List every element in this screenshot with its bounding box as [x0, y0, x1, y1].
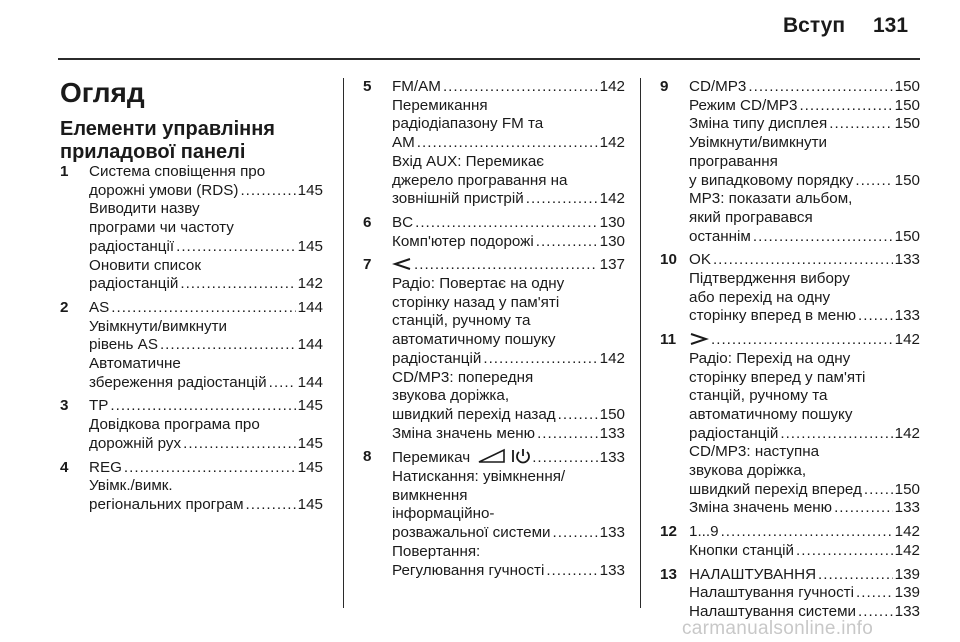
page-number: 131	[873, 14, 909, 37]
description-text: Оновити список	[89, 256, 202, 274]
page-reference[interactable]: 145	[297, 181, 323, 199]
page-reference[interactable]: 130	[599, 232, 625, 250]
control-description	[689, 251, 920, 326]
column-3	[660, 78, 920, 622]
page-reference[interactable]: 133	[894, 307, 920, 325]
subsection-title: Елементи управління приладової панелі	[60, 118, 275, 163]
description-text: регіональних програм	[89, 495, 244, 513]
description-line	[689, 584, 920, 603]
dot-leader	[110, 397, 295, 416]
dot-leader	[414, 256, 598, 275]
control-item	[60, 397, 323, 453]
page-reference[interactable]: 150	[894, 171, 920, 189]
description-line	[689, 307, 920, 326]
description-text: FM/AM	[392, 78, 441, 95]
description-line	[89, 200, 323, 219]
description-text: програми чи частоту	[89, 219, 234, 237]
control-description	[689, 78, 920, 246]
description-line	[392, 115, 625, 134]
control-number: 5	[363, 78, 372, 95]
description-line	[392, 369, 625, 388]
dot-leader	[546, 562, 597, 581]
description-line	[89, 219, 323, 238]
page-reference[interactable]: 150	[894, 78, 920, 95]
dot-leader	[711, 331, 893, 350]
description-text: Автоматичне	[89, 355, 181, 373]
dot-leader	[483, 350, 597, 369]
description-text: Кнопки станцій	[689, 541, 795, 559]
description-line	[392, 312, 625, 331]
control-item	[660, 331, 920, 518]
description-line	[689, 134, 920, 153]
page-reference[interactable]: 145	[297, 434, 323, 452]
description-line	[689, 270, 920, 289]
page-reference[interactable]: 142	[894, 541, 920, 559]
dot-leader	[855, 172, 892, 191]
description-text: радіостанцій	[392, 349, 482, 367]
description-text: Вхід AUX: Перемикає	[392, 152, 545, 170]
description-text: CD/MP3: наступна	[689, 443, 820, 461]
description-line	[392, 406, 625, 425]
dot-leader	[532, 449, 597, 468]
control-description	[689, 566, 920, 622]
control-number: 4	[60, 458, 69, 476]
description-line	[689, 369, 920, 388]
control-description	[392, 256, 625, 443]
description-line	[689, 209, 920, 228]
description-line	[392, 543, 625, 562]
dot-leader	[796, 542, 893, 561]
page-reference[interactable]: 142	[599, 78, 625, 95]
description-text: CD/MP3	[689, 78, 747, 95]
dot-leader	[176, 238, 296, 257]
description-line	[392, 256, 625, 275]
description-line	[392, 233, 625, 252]
control-number: 10	[660, 251, 677, 269]
page-reference[interactable]: 133	[894, 499, 920, 517]
description-text: Налаштування системи	[689, 602, 857, 620]
description-text: звукова доріжка,	[689, 462, 807, 480]
page-reference[interactable]: 142	[599, 190, 625, 208]
dot-leader	[553, 524, 598, 543]
description-text: Зміна типу дисплея	[689, 115, 828, 133]
description-text: станцій, ручному та	[689, 387, 828, 405]
description-text: Увімк./вимк.	[89, 477, 173, 495]
description-line	[392, 387, 625, 406]
column-divider	[343, 78, 344, 608]
header-rule	[58, 58, 920, 60]
control-number: 13	[660, 565, 677, 583]
description-text: автоматичному пошуку	[689, 405, 853, 423]
page-reference[interactable]: 133	[599, 424, 625, 442]
dot-leader	[834, 499, 893, 518]
description-text: Радіо: Перехід на одну	[689, 349, 851, 367]
description-text: Режим CD/MP3	[689, 96, 798, 114]
description-line	[689, 331, 920, 350]
header-title: Вступ	[783, 14, 846, 37]
description-text: останнім	[689, 227, 751, 245]
description-text: AS	[89, 298, 110, 316]
dot-leader	[536, 233, 598, 252]
description-line	[689, 481, 920, 500]
description-text: AM	[392, 134, 415, 152]
control-number: 8	[363, 448, 372, 466]
description-line	[689, 542, 920, 561]
control-description	[89, 163, 323, 294]
description-text: швидкий перехід вперед	[689, 480, 862, 498]
dot-leader	[856, 584, 893, 603]
description-line	[689, 387, 920, 406]
control-number: 2	[60, 298, 69, 316]
description-text: автоматичному пошуку	[392, 331, 556, 349]
page-reference[interactable]: 133	[894, 602, 920, 620]
description-text: Увімкнути/вимкнути	[689, 134, 828, 152]
control-number: 1	[60, 163, 69, 180]
description-text: радіостанцій	[89, 275, 179, 293]
description-line	[392, 214, 625, 233]
description-line	[689, 566, 920, 585]
description-line	[392, 294, 625, 313]
control-item	[60, 299, 323, 393]
dot-leader	[415, 214, 598, 233]
description-line	[689, 425, 920, 444]
description-line	[89, 374, 323, 393]
description-text: REG	[89, 458, 122, 476]
description-line	[689, 443, 920, 462]
dot-leader	[818, 566, 893, 585]
page-reference[interactable]: 150	[894, 227, 920, 245]
description-line	[392, 505, 625, 524]
page-reference[interactable]: 142	[894, 331, 920, 349]
description-line	[392, 78, 625, 97]
control-description	[89, 459, 323, 515]
description-text: або перехід на одну	[689, 288, 831, 306]
volume-power-icon	[476, 448, 530, 468]
description-line	[689, 115, 920, 134]
description-line	[392, 562, 625, 581]
page-reference[interactable]: 150	[894, 96, 920, 114]
column-1	[60, 163, 323, 515]
description-text: Перемикач	[392, 449, 471, 467]
description-line	[689, 406, 920, 425]
description-line	[89, 238, 323, 257]
page-reference[interactable]: 142	[894, 424, 920, 442]
dot-leader	[780, 425, 892, 444]
description-line	[89, 496, 323, 515]
dot-leader	[180, 275, 295, 294]
description-text: джерело програвання на	[392, 171, 568, 189]
dot-leader	[864, 481, 893, 500]
description-text: станцій, ручному та	[392, 312, 531, 330]
control-item	[363, 78, 625, 209]
page-reference[interactable]: 145	[297, 458, 323, 476]
description-text: інформаційно-	[392, 505, 495, 523]
description-text: розважальної системи	[392, 524, 551, 542]
dot-leader	[240, 182, 295, 201]
dot-leader	[526, 190, 598, 209]
description-line	[392, 350, 625, 369]
dot-leader	[160, 336, 296, 355]
control-number: 7	[363, 256, 372, 274]
dot-leader	[858, 307, 893, 326]
control-item	[363, 214, 625, 251]
control-item	[660, 78, 920, 246]
description-text: зовнішній пристрій	[392, 190, 524, 208]
control-description	[689, 331, 920, 518]
description-text: дорожній рух	[89, 434, 182, 452]
description-line	[689, 289, 920, 308]
description-text: сторінку вперед в меню	[689, 307, 856, 325]
description-text: Повертання:	[392, 542, 481, 560]
description-text: сторінку вперед у пам'яті	[689, 368, 866, 386]
page-reference[interactable]: 145	[297, 397, 323, 415]
column-2	[363, 78, 625, 580]
description-text: Радіо: Повертає на одну	[392, 275, 565, 293]
description-text: CD/MP3: попередня	[392, 368, 534, 386]
description-text: OK	[689, 251, 711, 269]
description-text: радіодіапазону FM та	[392, 115, 544, 133]
description-text: Регулювання гучності	[392, 561, 545, 579]
dot-leader	[558, 406, 598, 425]
control-item	[60, 459, 323, 515]
description-text: Підтвердження вибору	[689, 270, 850, 288]
description-text: Налаштування гучності	[689, 584, 854, 602]
control-description	[392, 214, 625, 251]
description-line	[392, 97, 625, 116]
description-line	[89, 275, 323, 294]
description-line	[689, 251, 920, 270]
description-text: дорожні умови (RDS)	[89, 181, 239, 199]
control-item	[660, 566, 920, 622]
description-line	[689, 172, 920, 191]
dot-leader	[829, 115, 892, 134]
description-text: який програвався	[689, 208, 813, 226]
description-line	[392, 275, 625, 294]
description-line	[89, 477, 323, 496]
control-number: 11	[660, 331, 677, 349]
dot-leader	[721, 523, 893, 542]
description-line	[689, 190, 920, 209]
description-text: Зміна значень меню	[392, 424, 536, 442]
description-line	[392, 153, 625, 172]
dot-leader	[111, 299, 295, 318]
control-item	[363, 448, 625, 580]
description-line	[689, 97, 920, 116]
page-reference[interactable]: 142	[599, 349, 625, 367]
page-reference[interactable]: 133	[599, 524, 625, 542]
description-text: звукова доріжка,	[392, 387, 510, 405]
description-line	[689, 228, 920, 247]
description-text: MP3: показати альбом,	[689, 190, 853, 208]
description-text: збереження радіостанцій	[89, 373, 267, 391]
description-line	[392, 524, 625, 543]
column-divider	[640, 78, 641, 608]
description-text: швидкий перехід назад	[392, 405, 556, 423]
description-line	[89, 459, 323, 478]
control-item	[60, 163, 323, 294]
dot-leader	[124, 459, 296, 478]
description-text: вимкнення	[392, 486, 468, 504]
description-line	[392, 331, 625, 350]
description-line	[89, 163, 323, 182]
page-reference[interactable]: 142	[599, 134, 625, 152]
description-line	[89, 355, 323, 374]
dot-leader	[799, 97, 892, 116]
page-reference[interactable]: 142	[297, 275, 323, 293]
page-reference[interactable]: 144	[297, 373, 323, 391]
description-text: Система сповіщення про	[89, 163, 266, 180]
description-line	[392, 190, 625, 209]
page-reference[interactable]: 139	[894, 584, 920, 602]
description-text: НАЛАШТУВАННЯ	[689, 565, 817, 583]
description-line	[89, 416, 323, 435]
page-reference[interactable]: 137	[599, 256, 625, 274]
description-text: Комп'ютер подорожі	[392, 232, 534, 250]
description-line	[89, 257, 323, 276]
description-line	[689, 153, 920, 172]
description-text: радіостанцій	[689, 424, 779, 442]
control-item	[660, 523, 920, 560]
control-number: 6	[363, 213, 372, 231]
page-reference[interactable]: 133	[894, 251, 920, 269]
description-text: Увімкнути/вимкнути	[89, 317, 228, 335]
right-arrow-icon	[689, 331, 709, 350]
description-line	[689, 462, 920, 481]
description-line	[392, 487, 625, 506]
description-text: BC	[392, 213, 414, 231]
description-line	[89, 182, 323, 201]
page-reference[interactable]: 144	[297, 336, 323, 354]
dot-leader	[537, 425, 598, 444]
dot-leader	[748, 78, 892, 97]
page-reference[interactable]: 150	[599, 405, 625, 423]
description-text: радіостанції	[89, 237, 175, 255]
control-number: 9	[660, 78, 669, 95]
description-line	[392, 134, 625, 153]
control-number: 12	[660, 523, 677, 541]
dot-leader	[713, 251, 893, 270]
left-arrow-icon	[392, 256, 412, 275]
page-reference[interactable]: 144	[297, 298, 323, 316]
description-line	[89, 318, 323, 337]
description-line	[89, 336, 323, 355]
control-item	[363, 256, 625, 443]
control-description	[89, 397, 323, 453]
description-line	[689, 350, 920, 369]
description-text: Довідкова програма про	[89, 416, 260, 434]
dot-leader	[269, 374, 296, 393]
description-text: TP	[89, 397, 109, 415]
description-text: у випадковому порядку	[689, 171, 854, 189]
page-reference[interactable]: 145	[297, 495, 323, 513]
watermark: carmanualsonline.info	[682, 618, 874, 639]
description-line	[392, 425, 625, 444]
dot-leader	[183, 435, 296, 454]
dot-leader	[417, 134, 598, 153]
description-text: Натискання: увімкнення/	[392, 468, 566, 486]
page-reference[interactable]: 139	[894, 565, 920, 583]
section-title: Огляд	[60, 77, 145, 108]
description-line	[392, 448, 625, 468]
page-reference[interactable]: 133	[599, 561, 625, 579]
page-reference[interactable]: 150	[894, 115, 920, 133]
description-line	[392, 172, 625, 191]
description-line	[89, 299, 323, 318]
description-line	[392, 468, 625, 487]
description-text: рівень AS	[89, 336, 158, 354]
control-description	[392, 78, 625, 209]
control-description	[689, 523, 920, 560]
dot-leader	[246, 496, 296, 515]
description-text: сторінку назад у пам'яті	[392, 293, 560, 311]
description-line	[689, 499, 920, 518]
page-reference[interactable]: 145	[297, 237, 323, 255]
description-text: Перемикання	[392, 96, 488, 114]
dot-leader	[753, 228, 893, 247]
description-line	[689, 78, 920, 97]
page-reference[interactable]: 150	[894, 480, 920, 498]
description-text: програвання	[689, 152, 778, 170]
control-description	[89, 299, 323, 393]
description-line	[89, 435, 323, 454]
description-text: Зміна значень меню	[689, 499, 833, 517]
dot-leader	[443, 78, 598, 97]
description-text: Виводити назву	[89, 200, 200, 218]
description-line	[689, 523, 920, 542]
description-line	[89, 397, 323, 416]
control-number: 3	[60, 397, 69, 415]
page-reference[interactable]: 133	[599, 449, 625, 467]
control-description	[392, 448, 625, 580]
control-item	[660, 251, 920, 326]
description-text: 1...9	[689, 523, 719, 541]
page-reference[interactable]: 130	[599, 213, 625, 231]
page-reference[interactable]: 142	[894, 523, 920, 541]
